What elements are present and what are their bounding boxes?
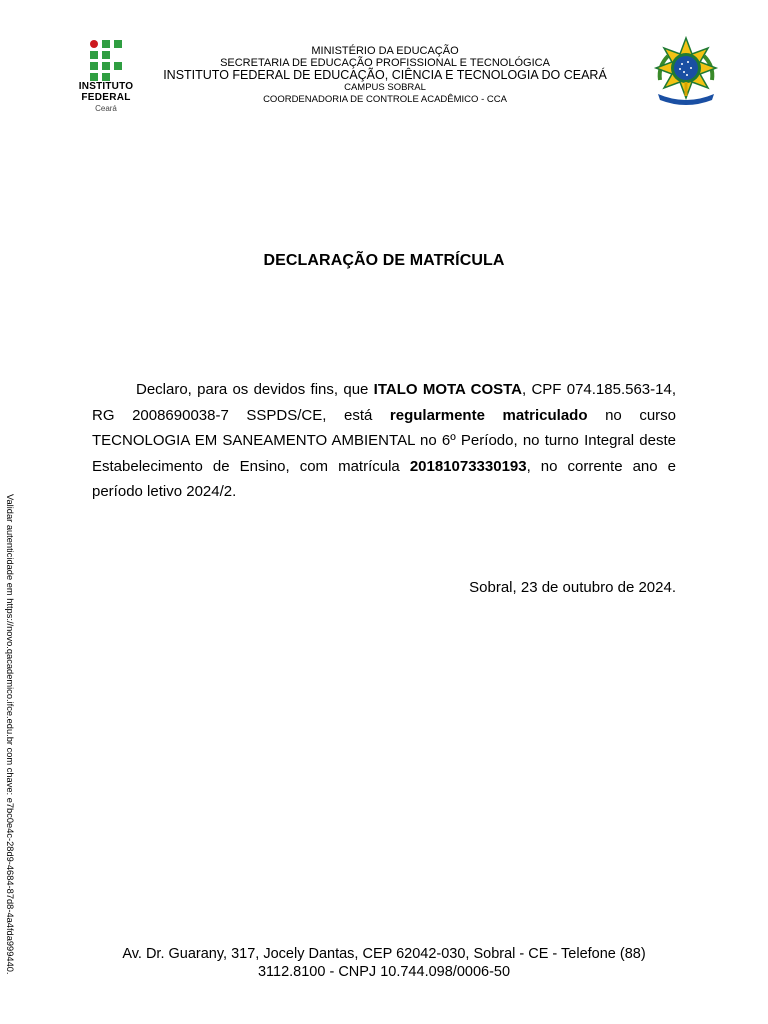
footer-line-1: Av. Dr. Guarany, 317, Jocely Dantas, CEP 62042-030, Sobral - CE - Telefone (88) — [122, 946, 646, 962]
declaration-paragraph — [92, 377, 676, 505]
footer-line-2: 3112.8100 - CNPJ 10.744.098/0006-50 — [257, 963, 511, 980]
body-text-2: , CPF 074.185.563-14, RG 2008690038-7 SSPDS/CE, está — [92, 381, 676, 424]
if-logo-grid-icon — [90, 40, 122, 80]
body-text-3: no curso TECNOLOGIA EM SANEAMENTO AMBIENTAL no 6º Período, no turno Integral deste Estabelecimento de Ensino, com matrícula — [92, 406, 677, 475]
document-title: DECLARAÇÃO DE MATRÍCULA — [263, 252, 505, 269]
place-and-date: Sobral, 23 de outubro de 2024. — [469, 579, 676, 596]
student-name: ITALO MOTA COSTA — [373, 381, 522, 398]
letterhead-campus: CAMPUS SOBRAL — [344, 82, 426, 93]
letterhead — [150, 46, 620, 106]
if-logo-text-federal: FEDERAL — [81, 92, 131, 103]
authenticity-note-text: Validar autenticidade em https://novo.qacademico.ifce.edu.br com chave: e7bc0e4c-28d9-4684-87d8-4a4fda999440. — [5, 494, 15, 975]
letterhead-secretariat: SECRETARIA DE EDUCAÇÃO PROFISSIONAL E TECNOLÓGICA — [220, 56, 550, 69]
body-text-1: Declaro, para os devidos fins, que — [136, 381, 374, 398]
footer-address — [92, 946, 676, 981]
authenticity-note — [4, 494, 16, 998]
brazil-coat-of-arms-icon — [650, 36, 722, 108]
instituto-federal-logo — [70, 40, 142, 116]
letterhead-department: COORDENADORIA DE CONTROLE ACADÊMICO - CCA — [263, 94, 507, 105]
if-logo-text-campus-state: Ceará — [95, 104, 117, 113]
letterhead-institute: INSTITUTO FEDERAL DE EDUCAÇÃO, CIÊNCIA E TECNOLOGIA DO CEARÁ — [163, 68, 607, 82]
registration-number: 20181073330193 — [409, 457, 527, 475]
body-text-4: , no corrente ano e período letivo 2024/2. — [92, 457, 676, 500]
if-logo-text-instituto: INSTITUTO — [78, 81, 134, 92]
enrollment-status: regularmente matriculado — [389, 406, 588, 424]
letterhead-ministry: MINISTÉRIO DA EDUCAÇÃO — [311, 45, 459, 57]
